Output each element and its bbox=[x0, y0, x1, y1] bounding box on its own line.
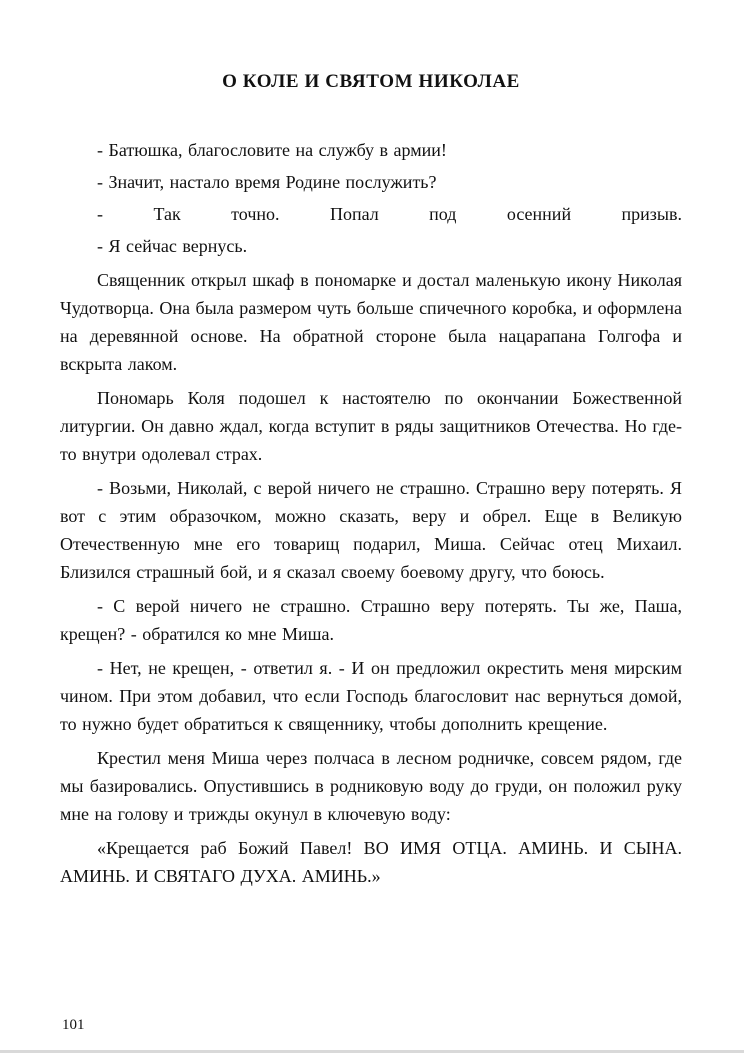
paragraph-dialogue-2: - Значит, настало время Родине послужить? bbox=[97, 172, 437, 192]
paragraph-dialogue-4: - Я сейчас вернусь. bbox=[97, 236, 248, 256]
paragraph-body-7: «Крещается раб Божий Павел! ВО ИМЯ ОТЦА. АМИНЬ. И СЫНА. АМИНЬ. И СВЯТАГО ДУХА. АМИНЬ.» bbox=[60, 838, 682, 886]
paragraph-body-5: - Нет, не крещен, - ответил я. - И он предложил окрестить меня мирским чином. При этом добавил, что если Господь благословит нас вернуться домой, то нужно будет обратиться к священнику, чтобы дополнить крещение. bbox=[60, 658, 682, 734]
page-content bbox=[60, 136, 682, 890]
paragraph-body-6: Крестил меня Миша через полчаса в лесном родничке, совсем рядом, где мы базировались. Опустившись в родниковую воду до груди, он положил руку мне на голову и трижды окунул в ключевую воду: bbox=[60, 748, 682, 824]
page-title: О КОЛЕ И СВЯТОМ НИКОЛАЕ bbox=[222, 71, 520, 92]
paragraph-dialogue-3: - Так точно. Попал под осенний призыв. bbox=[97, 204, 682, 224]
paragraph-body-1: Священник открыл шкаф в пономарке и достал маленькую икону Николая Чудотворца. Она была размером чуть больше спичечного коробка, и оформлена на деревянной основе. На обратной стороне была нацарапана Голгофа и вскрыта лаком. bbox=[60, 270, 682, 374]
paragraph-body-3: - Возьми, Николай, с верой ничего не страшно. Страшно веру потерять. Я вот с этим образочком, можно сказать, веру и обрел. Еще в Великую Отечественную мне его товарищ подарил, Миша. Сейчас отец Михаил. Близился страшный бой, и я сказал своему боевому другу, что боюсь. bbox=[60, 478, 682, 582]
paragraph-dialogue-1: - Батюшка, благословите на службу в армии! bbox=[97, 140, 447, 160]
page-number: 101 bbox=[62, 1017, 85, 1033]
paragraph-body-2: Пономарь Коля подошел к настоятелю по окончании Божественной литургии. Он давно ждал, когда вступит в ряды защитников Отечества. Но где-то внутри одолевал страх. bbox=[60, 388, 682, 464]
paragraph-body-4: - С верой ничего не страшно. Страшно веру потерять. Ты же, Паша, крещен? - обратился ко мне Миша. bbox=[60, 596, 682, 644]
